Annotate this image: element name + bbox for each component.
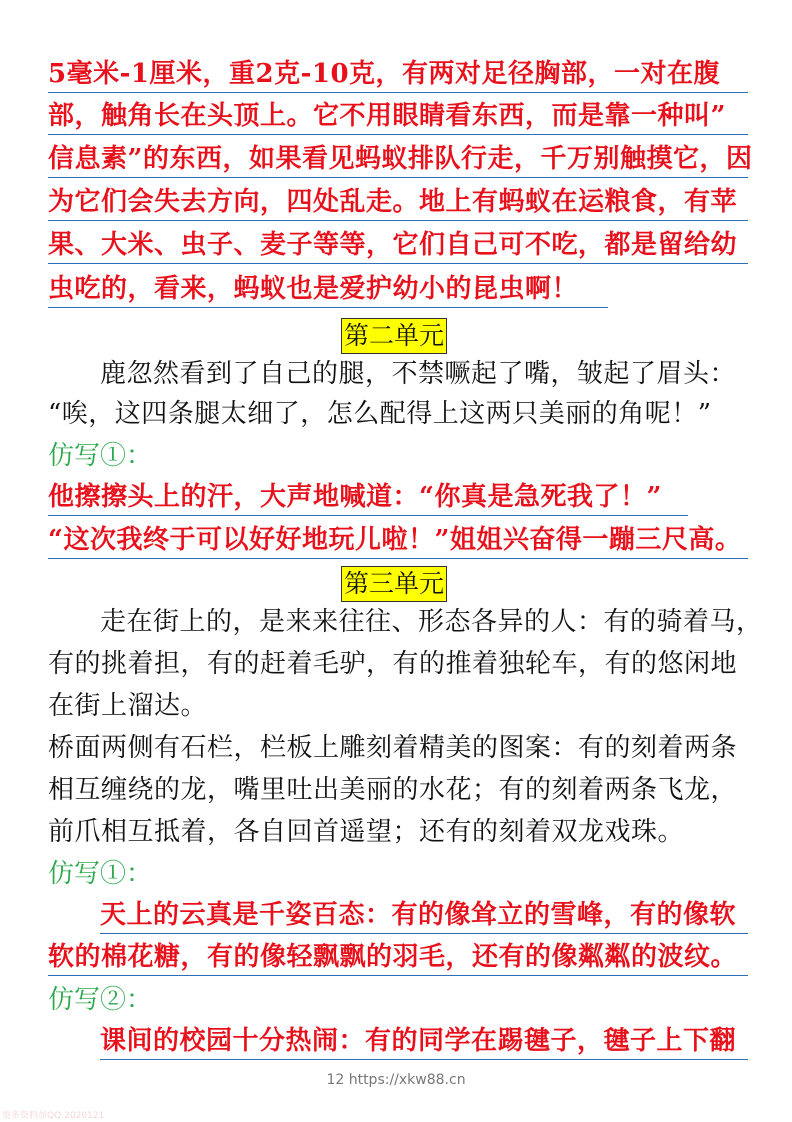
page-footer: 12 https://xkw88.cn — [326, 1072, 466, 1088]
answer-line: “这次我终于可以好好地玩儿啦！”姐姐兴奋得一蹦三尺高。 — [48, 522, 748, 559]
imitation-label: 仿写②： — [48, 985, 153, 1015]
watermark: 更多资料加QQ:2020121 — [2, 1111, 105, 1121]
imitation-label: 仿写①： — [48, 859, 153, 889]
imitation-label: 仿写①： — [48, 441, 153, 471]
text-line: “唉，这四条腿太细了，怎么配得上这两只美丽的角呢！” — [48, 399, 712, 429]
text-line: 在街上溜达。 — [48, 691, 208, 721]
answer-line: 为它们会失去方向，四处乱走。地上有蚂蚁在运粮食，有苹 — [48, 184, 748, 221]
answer-line: 软的棉花糖，有的像轻飘飘的羽毛，还有的像粼粼的波纹。 — [48, 939, 748, 976]
unit-heading: 第三单元 — [341, 566, 447, 602]
text-line: 桥面两侧有石栏，栏板上雕刻着精美的图案：有的刻着两条 — [48, 733, 738, 763]
text-line: 相互缠绕的龙，嘴里吐出美丽的水花；有的刻着两条飞龙， — [48, 775, 738, 805]
answer-line: 天上的云真是千姿百态：有的像耸立的雪峰，有的像软 — [100, 897, 748, 934]
answer-line: 虫吃的，看来，蚂蚁也是爱护幼小的昆虫啊！ — [48, 271, 608, 308]
answer-line: 他擦擦头上的汗，大声地喊道：“你真是急死我了！” — [48, 479, 688, 516]
text-line: 鹿忽然看到了自己的腿，不禁噘起了嘴，皱起了眉头： — [100, 359, 737, 389]
answer-line: 信息素”的东西，如果看见蚂蚁排队行走，千万别触摸它，因 — [48, 141, 748, 178]
text-line: 前爪相互抵着，各自回首遥望；还有的刻着双龙戏珠。 — [48, 817, 685, 847]
answer-line: 部，触角长在头顶上。它不用眼睛看东西，而是靠一种叫” — [48, 98, 748, 135]
answer-line: 5毫米-1厘米，重2克-10克，有两对足径胸部，一对在腹 — [48, 56, 748, 93]
text-line: 走在街上的，是来来往往、形态各异的人：有的骑着马， — [100, 607, 763, 637]
answer-line: 课间的校园十分热闹：有的同学在踢毽子，毽子上下翻 — [100, 1023, 748, 1060]
unit-heading: 第二单元 — [341, 318, 447, 354]
answer-line: 果、大米、虫子、麦子等等，它们自己可不吃，都是留给幼 — [48, 227, 748, 264]
text-line: 有的挑着担，有的赶着毛驴，有的推着独轮车，有的悠闲地 — [48, 649, 738, 679]
